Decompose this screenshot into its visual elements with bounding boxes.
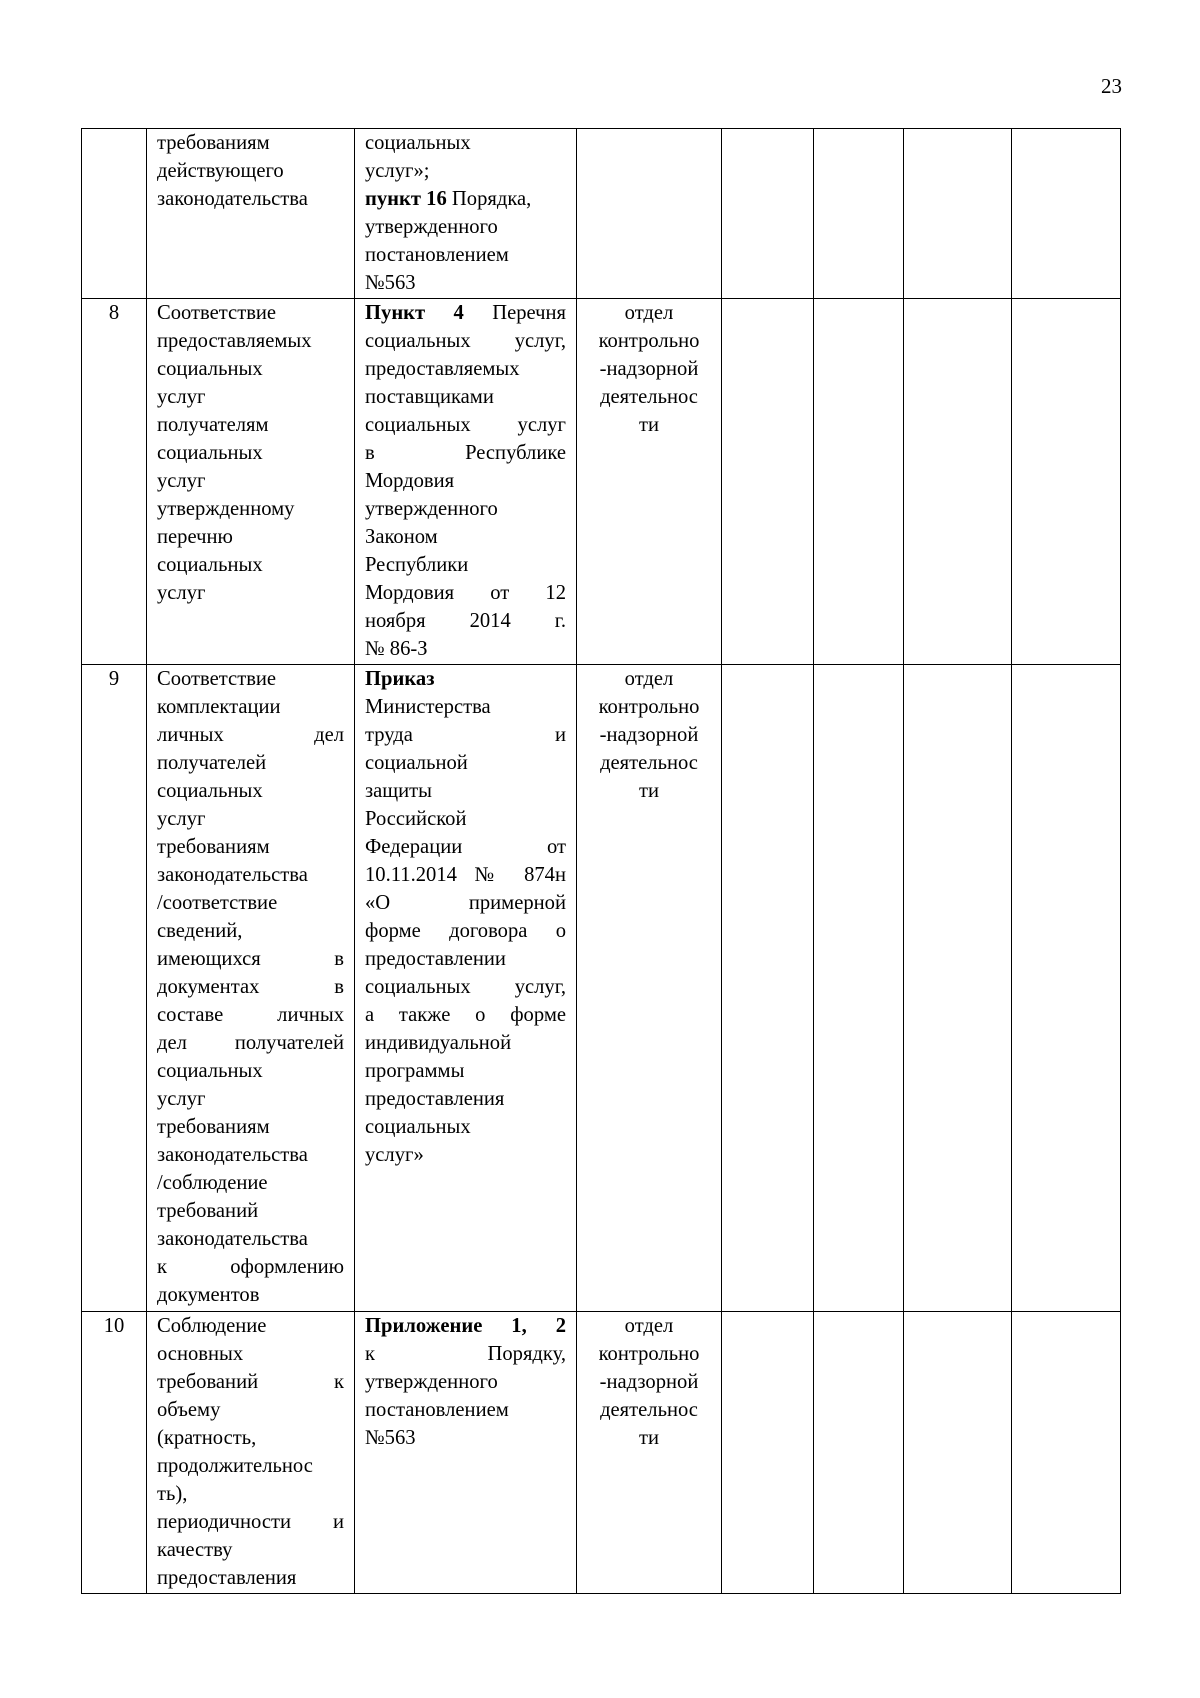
requirement-line: личных дел xyxy=(157,724,344,746)
reference-bold-text: Приказ xyxy=(365,668,435,690)
requirement-line: действующего xyxy=(157,160,284,182)
requirement-line: требованиям xyxy=(157,1116,270,1138)
reference-line: предоставления xyxy=(365,1088,505,1110)
requirement-line: социальных xyxy=(157,780,263,802)
requirement-line: к оформлению xyxy=(157,1256,344,1278)
department-cell xyxy=(577,1312,722,1594)
reference-bold-text: Пункт 4 xyxy=(365,302,464,324)
reference-bold-text: Приложение 1, 2 xyxy=(365,1315,566,1337)
requirement-cell xyxy=(147,1312,355,1594)
empty-cell xyxy=(722,1312,814,1594)
reference-line: утвержденного xyxy=(365,498,498,520)
requirement-line: /соблюдение xyxy=(157,1172,268,1194)
department-line: -надзорной xyxy=(599,358,699,380)
empty-cell xyxy=(1012,129,1121,299)
reference-line: поставщиками xyxy=(365,386,494,408)
department-line: отдел xyxy=(624,668,674,690)
reference-line: «О примерной xyxy=(365,892,566,914)
reference-cell xyxy=(355,129,577,299)
reference-line: услуг»; xyxy=(365,160,430,182)
empty-cell xyxy=(1012,299,1121,665)
requirement-line: услуг xyxy=(157,386,206,408)
page-number: 23 xyxy=(1101,74,1122,98)
reference-line: постановлением xyxy=(365,244,509,266)
reference-line: труда и xyxy=(365,724,566,746)
row-number-cell: 8 xyxy=(82,299,147,665)
requirement-line: законодательства xyxy=(157,1144,308,1166)
reference-line: Министерства xyxy=(365,696,491,718)
requirement-line: законодательства xyxy=(157,188,308,210)
reference-line: предоставляемых xyxy=(365,358,520,380)
reference-line: Республики xyxy=(365,554,469,576)
requirement-line: объему xyxy=(157,1399,221,1421)
reference-line: 10.11.2014 № 874н xyxy=(365,864,566,886)
requirement-line: услуг xyxy=(157,808,206,830)
requirement-line: ть), xyxy=(157,1483,188,1505)
department-line: ти xyxy=(638,1427,660,1449)
department-line: ти xyxy=(638,780,660,802)
row-number-cell: 9 xyxy=(82,665,147,1312)
reference-line: социальных услуг xyxy=(365,414,566,436)
reference-cell xyxy=(355,665,577,1312)
requirement-line: перечню xyxy=(157,526,233,548)
reference-line: услуг» xyxy=(365,1144,424,1166)
empty-cell xyxy=(814,129,904,299)
department-line: деятельнос xyxy=(600,386,698,408)
table-row xyxy=(82,1312,1121,1594)
department-line: деятельнос xyxy=(600,1399,698,1421)
empty-cell xyxy=(722,129,814,299)
requirement-line: услуг xyxy=(157,582,206,604)
reference-line: Российской xyxy=(365,808,467,830)
department-line: отдел xyxy=(624,302,674,324)
requirement-line: качеству xyxy=(157,1539,233,1561)
department-line: контрольно xyxy=(598,1343,700,1365)
reference-line: Федерации от xyxy=(365,836,566,858)
empty-cell xyxy=(722,299,814,665)
reference-cell xyxy=(355,1312,577,1594)
requirement-line: социальных xyxy=(157,1060,263,1082)
empty-cell xyxy=(904,129,1012,299)
empty-cell xyxy=(814,665,904,1312)
empty-cell xyxy=(814,299,904,665)
empty-cell xyxy=(904,299,1012,665)
reference-line: индивидуальной xyxy=(365,1032,512,1054)
requirement-line: /соответствие xyxy=(157,892,278,914)
empty-cell xyxy=(1012,1312,1121,1594)
requirement-line: дел получателей xyxy=(157,1032,344,1054)
requirement-line: основных xyxy=(157,1343,244,1365)
requirement-cell xyxy=(147,299,355,665)
reference-line: №563 xyxy=(365,1427,416,1449)
empty-cell xyxy=(1012,665,1121,1312)
reference-line: форме договора о xyxy=(365,920,566,942)
requirement-line: требованиям xyxy=(157,836,270,858)
reference-line: постановлением xyxy=(365,1399,509,1421)
table-row xyxy=(82,299,1121,665)
reference-line: Законом xyxy=(365,526,438,548)
requirement-line: периодичности и xyxy=(157,1511,344,1533)
reference-line: предоставлении xyxy=(365,948,506,970)
inspection-table xyxy=(81,128,1121,1594)
department-line: -надзорной xyxy=(599,1371,699,1393)
requirement-line: Соблюдение xyxy=(157,1315,267,1337)
department-line: -надзорной xyxy=(599,724,699,746)
requirement-line: Соответствие xyxy=(157,302,277,324)
requirement-line: социальных xyxy=(157,554,263,576)
requirement-line: документах в xyxy=(157,976,344,998)
requirement-line: (кратность, xyxy=(157,1427,257,1449)
requirement-line: социальных xyxy=(157,358,263,380)
requirement-line: требованиям xyxy=(157,132,270,154)
department-line: ти xyxy=(638,414,660,436)
row-number-cell xyxy=(82,129,147,299)
row-number-cell: 10 xyxy=(82,1312,147,1594)
requirement-line: продолжительнос xyxy=(157,1455,313,1477)
reference-line: Порядка, xyxy=(451,188,532,210)
reference-line: социальной xyxy=(365,752,468,774)
empty-cell xyxy=(904,665,1012,1312)
table-row xyxy=(82,665,1121,1312)
requirement-line: предоставляемых xyxy=(157,330,312,352)
department-line: деятельнос xyxy=(600,752,698,774)
requirement-cell xyxy=(147,665,355,1312)
reference-line: Мордовия от 12 xyxy=(365,582,566,604)
requirement-line: требований к xyxy=(157,1371,344,1393)
reference-line: программы xyxy=(365,1060,465,1082)
empty-cell xyxy=(722,665,814,1312)
department-cell xyxy=(577,665,722,1312)
requirement-line: услуг xyxy=(157,470,206,492)
requirement-line: комплектации xyxy=(157,696,281,718)
table-row xyxy=(82,129,1121,299)
reference-line: № 86-З xyxy=(365,638,428,660)
reference-line: Мордовия xyxy=(365,470,455,492)
requirement-line: имеющихся в xyxy=(157,948,344,970)
requirement-line: получателям xyxy=(157,414,269,436)
reference-line: в Республике xyxy=(365,442,566,464)
requirement-line: документов xyxy=(157,1284,260,1306)
department-line: отдел xyxy=(624,1315,674,1337)
reference-line: ноября 2014 г. xyxy=(365,610,566,632)
reference-line: социальных xyxy=(365,132,471,154)
requirement-line: законодательства xyxy=(157,864,308,886)
empty-cell xyxy=(814,1312,904,1594)
requirement-line: утвержденному xyxy=(157,498,295,520)
department-cell xyxy=(577,299,722,665)
reference-line: утвержденного xyxy=(365,216,498,238)
requirement-line: получателей xyxy=(157,752,267,774)
reference-bold-text: пункт 16 xyxy=(365,188,447,210)
reference-line: социальных xyxy=(365,1116,471,1138)
requirement-line: требований xyxy=(157,1200,259,1222)
requirement-line: предоставления xyxy=(157,1567,297,1589)
reference-line: а также о форме xyxy=(365,1004,566,1026)
reference-line: социальных услуг, xyxy=(365,976,566,998)
empty-cell xyxy=(904,1312,1012,1594)
requirement-line: услуг xyxy=(157,1088,206,1110)
reference-line: к Порядку, xyxy=(365,1343,566,1365)
requirement-line: законодательства xyxy=(157,1228,308,1250)
department-line: контрольно xyxy=(598,696,700,718)
reference-line: Перечня xyxy=(492,302,566,324)
requirement-line: Соответствие xyxy=(157,668,277,690)
reference-line: социальных услуг, xyxy=(365,330,566,352)
requirement-line: социальных xyxy=(157,442,263,464)
reference-line: №563 xyxy=(365,272,416,294)
requirement-line: составе личных xyxy=(157,1004,344,1026)
requirement-line: сведений, xyxy=(157,920,243,942)
reference-line: утвержденного xyxy=(365,1371,498,1393)
reference-cell xyxy=(355,299,577,665)
requirement-cell xyxy=(147,129,355,299)
reference-line: защиты xyxy=(365,780,432,802)
department-cell xyxy=(577,129,722,299)
department-line: контрольно xyxy=(598,330,700,352)
